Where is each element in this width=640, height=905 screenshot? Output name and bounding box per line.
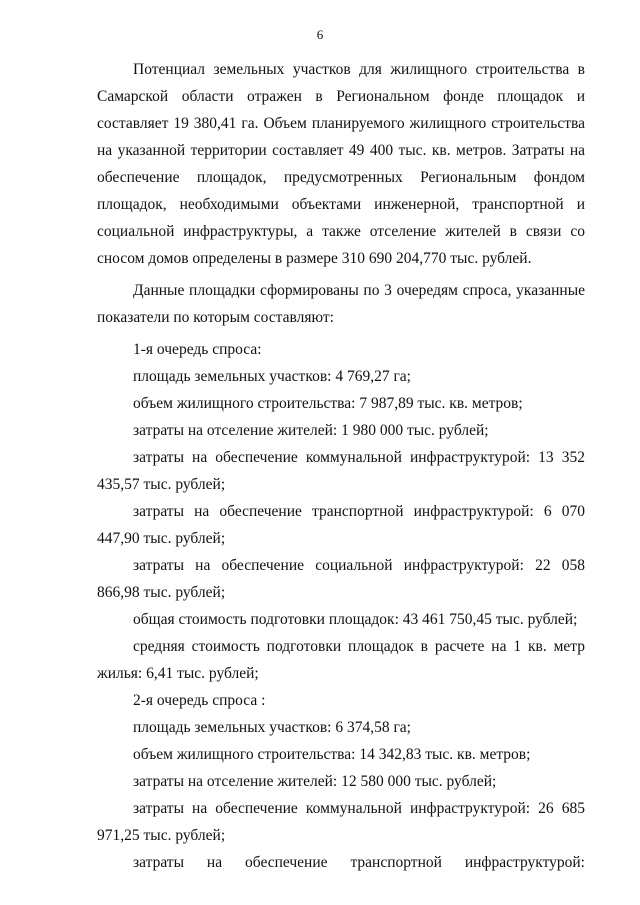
queue1-communal-infra: затраты на обеспечение коммунальной инфраструктурой: 13 352 435,57 тыс. рублей; <box>97 449 585 493</box>
queue1-housing-volume: объем жилищного строительства: 7 987,89 тыс. кв. метров; <box>133 395 523 412</box>
queue2-land-area: площадь земельных участков: 6 374,58 га; <box>133 719 411 736</box>
queue2-resettlement-cost: затраты на отселение жителей: 12 580 000 тыс. рублей; <box>133 773 497 790</box>
queue1-total-cost: общая стоимость подготовки площадок: 43 461 750,45 тыс. рублей; <box>133 611 578 628</box>
queue1-heading: 1-я очередь спроса: <box>133 341 262 358</box>
queue1-avg-cost: средняя стоимость подготовки площадок в расчете на 1 кв. метр жилья: 6,41 тыс. рублей; <box>97 638 585 682</box>
queue1-social-infra: затраты на обеспечение социальной инфраструктурой: 22 058 866,98 тыс. рублей; <box>97 557 585 601</box>
queue1-land-area: площадь земельных участков: 4 769,27 га; <box>133 368 411 385</box>
queue2-communal-infra: затраты на обеспечение коммунальной инфраструктурой: 26 685 971,25 тыс. рублей; <box>97 800 585 844</box>
intro-paragraph: Потенциал земельных участков для жилищного строительства в Самарской области отражен в Региональном фонде площадок и составляет 19 380,41 га. Объем планируемого жилищного строительства на указанной территории составляет 49 400 тыс. кв. метров. Затраты на обеспечение площадок, предусмотренных Региональным фондом площадок, необходимыми объектами инженерной, транспортной и социальной инфраструктуры, а также отселение жителей в связи со сносом домов определены в размере 310 690 204,770 тыс. рублей. <box>97 61 585 267</box>
queue2-heading: 2-я очередь спроса : <box>133 692 266 709</box>
document-body <box>97 56 585 876</box>
summary-paragraph: Данные площадки сформированы по 3 очередям спроса, указанные показатели по которым составляют: <box>97 282 585 326</box>
queue2-transport-infra: затраты на обеспечение транспортной инфраструктурой: <box>133 854 585 871</box>
queue1-transport-infra: затраты на обеспечение транспортной инфраструктурой: 6 070 447,90 тыс. рублей; <box>97 503 585 547</box>
queue2-housing-volume: объем жилищного строительства: 14 342,83 тыс. кв. метров; <box>133 746 531 763</box>
page-number: 6 <box>316 27 324 42</box>
queue1-resettlement-cost: затраты на отселение жителей: 1 980 000 тыс. рублей; <box>133 422 489 439</box>
